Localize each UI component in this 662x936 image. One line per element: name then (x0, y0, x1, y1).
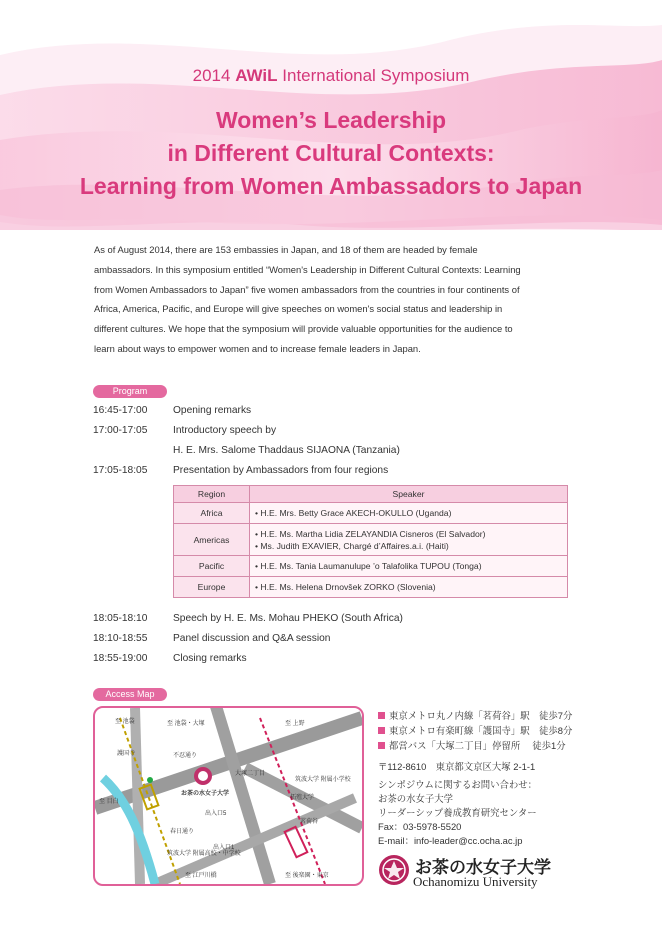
map-label-university: お茶の水女子大学 (181, 791, 230, 797)
program-desc: Presentation by Ambassadors from four regions (173, 465, 389, 476)
program-row (93, 465, 389, 476)
region-cell: Americas (174, 524, 250, 556)
access-text: 都営バス「大塚二丁目」停留所 徒歩1分 (389, 740, 566, 751)
program-row (93, 613, 403, 624)
access-item (378, 708, 572, 722)
map-label-edogawabashi: 至 江戸川橋 (185, 873, 217, 879)
speaker-table (173, 485, 568, 598)
program-row (93, 405, 252, 416)
speaker-name: • H.E. Ms. Martha Lidia ZELAYANDIA Cisneros (El Salvador) (255, 528, 486, 539)
speaker-name: • Ms. Judith EXAVIER, Chargé d’Affaires.a.i. (Haiti) (255, 540, 449, 551)
program-label: Program (93, 385, 167, 398)
contact-line: リーダーシップ養成教育研究センター (378, 807, 537, 818)
table-row (174, 577, 568, 598)
column-header-speaker: Speaker (250, 486, 568, 503)
access-map (93, 706, 364, 886)
table-header-row (174, 486, 568, 503)
symposium-heading (0, 66, 662, 86)
map-label-shinobazu: 不忍通り (173, 753, 198, 759)
program-row (93, 633, 331, 644)
contact-email[interactable]: E-mail：info-leader@cc.ocha.ac.jp (378, 835, 523, 846)
intro-paragraph (94, 240, 574, 359)
table-row (174, 556, 568, 577)
map-label-ikebukuro-omiya: 至 池袋・大塚 (167, 721, 205, 727)
program-desc: Closing remarks (173, 653, 247, 664)
speaker-cell (250, 524, 568, 556)
map-label-myogadani: 茗荷谷 (300, 819, 319, 825)
column-header-region: Region (174, 486, 250, 503)
intro-line: learn about ways to empower women and to increase female leaders in Japan. (94, 342, 421, 354)
speaker-cell (250, 577, 568, 598)
map-label-korakuen: 至 後楽園・東京 (285, 873, 329, 879)
program-row (93, 653, 247, 664)
program-row (93, 425, 277, 436)
bullet-square-icon (378, 712, 385, 719)
program-desc: Panel discussion and Q&A session (173, 633, 331, 644)
speaker-cell (250, 503, 568, 524)
map-label-mejiro: 至 目白 (99, 799, 119, 805)
program-desc: H. E. Mrs. Salome Thaddaus SIJAONA (Tanzania) (173, 445, 400, 456)
program-time: 18:55-19:00 (93, 653, 148, 664)
access-text: 東京メトロ丸ノ内線「茗荷谷」駅 徒歩7分 (389, 710, 573, 721)
map-label-tsukuba: 筑波大学 附属高校・中学校 (167, 851, 241, 857)
map-label-ueno: 至 上野 (285, 721, 305, 727)
program-time: 18:05-18:10 (93, 613, 148, 624)
awil-logo-text: AWiL (235, 66, 278, 85)
intro-line: As of August 2014, there are 153 embassies in Japan, and 18 of them are headed by female (94, 244, 478, 255)
contact-line: シンポジウムに関するお問い合わせ： (378, 779, 538, 790)
bullet-square-icon (378, 742, 385, 749)
region-cell: Pacific (174, 556, 250, 577)
access-text: 東京メトロ有楽町線「護国寺」駅 徒歩8分 (389, 725, 573, 736)
program-time: 16:45-17:00 (93, 405, 148, 416)
university-name-jp: お茶の水女子大学 (415, 858, 551, 878)
map-label-takushoku: 拓殖大学 (290, 795, 315, 801)
map-label-kasuga: 春日通り (170, 829, 195, 835)
university-name-en: Ochanomizu University (413, 874, 538, 889)
address: 〒112-8610 東京都文京区大塚 2-1-1 (378, 761, 536, 772)
region-cell: Europe (174, 577, 250, 598)
title-line-3: Learning from Women Ambassadors to Japan (79, 173, 583, 199)
map-label-exit1: 出入口1 (213, 845, 235, 851)
year: 2014 (192, 66, 231, 85)
symposium-label: International Symposium (282, 66, 470, 85)
access-item (378, 723, 572, 737)
contact-line: お茶の水女子大学 (378, 793, 454, 804)
contact-fax: Fax：03-5978-5520 (378, 821, 462, 832)
intro-line: Africa, America, Pacific, and Europe will give speeches on women's social status and leadership in (94, 303, 503, 315)
program-desc: Introductory speech by (173, 425, 277, 436)
title-line-2: in Different Cultural Contexts: (167, 140, 495, 166)
intro-line: different cultures. We hope that the symposium will provide valuable opportunities for the audience to (94, 323, 513, 335)
access-item (378, 738, 566, 752)
map-label-otsuka2: 大塚二丁目 (235, 771, 266, 777)
speaker-name: • H.E. Mrs. Betty Grace AKECH-OKULLO (Uganda) (255, 508, 452, 518)
speaker-cell (250, 556, 568, 577)
title-line-1: Women’s Leadership (215, 107, 447, 133)
program-time: 17:05-18:05 (93, 465, 148, 476)
program-desc: Opening remarks (173, 405, 252, 416)
intro-line: from Women Ambassadors to Japan” five women ambassadors from the countries in four continents of (94, 283, 520, 295)
access-map-label: Access Map (93, 688, 167, 701)
page-title (0, 104, 662, 203)
university-emblem-icon (378, 854, 410, 886)
map-label-ikebukuro: 至 池袋 (115, 719, 135, 725)
table-row (174, 503, 568, 524)
program-desc: Speech by H. E. Ms. Mohau PHEKO (South Africa) (173, 613, 403, 624)
map-label-gokokuji: 護国寺 (117, 751, 136, 757)
table-row (174, 524, 568, 556)
map-label-tsukuba-elementary: 筑波大学 附属小学校 (295, 777, 351, 783)
intro-line: ambassadors. In this symposium entitled “Women's Leadership in Different Cultural Contexts: Learning (94, 263, 521, 275)
bullet-square-icon (378, 727, 385, 734)
map-label-exit5: 出入口5 (205, 811, 227, 817)
program-time: 17:00-17:05 (93, 425, 148, 436)
speaker-name: • H.E. Ms. Tania Laumanulupe ’o Talafolika TUPOU (Tonga) (255, 561, 482, 571)
speaker-name: • H.E. Ms. Helena Drnovšek ZORKO (Slovenia) (255, 582, 436, 592)
program-time: 18:10-18:55 (93, 633, 148, 644)
region-cell: Africa (174, 503, 250, 524)
